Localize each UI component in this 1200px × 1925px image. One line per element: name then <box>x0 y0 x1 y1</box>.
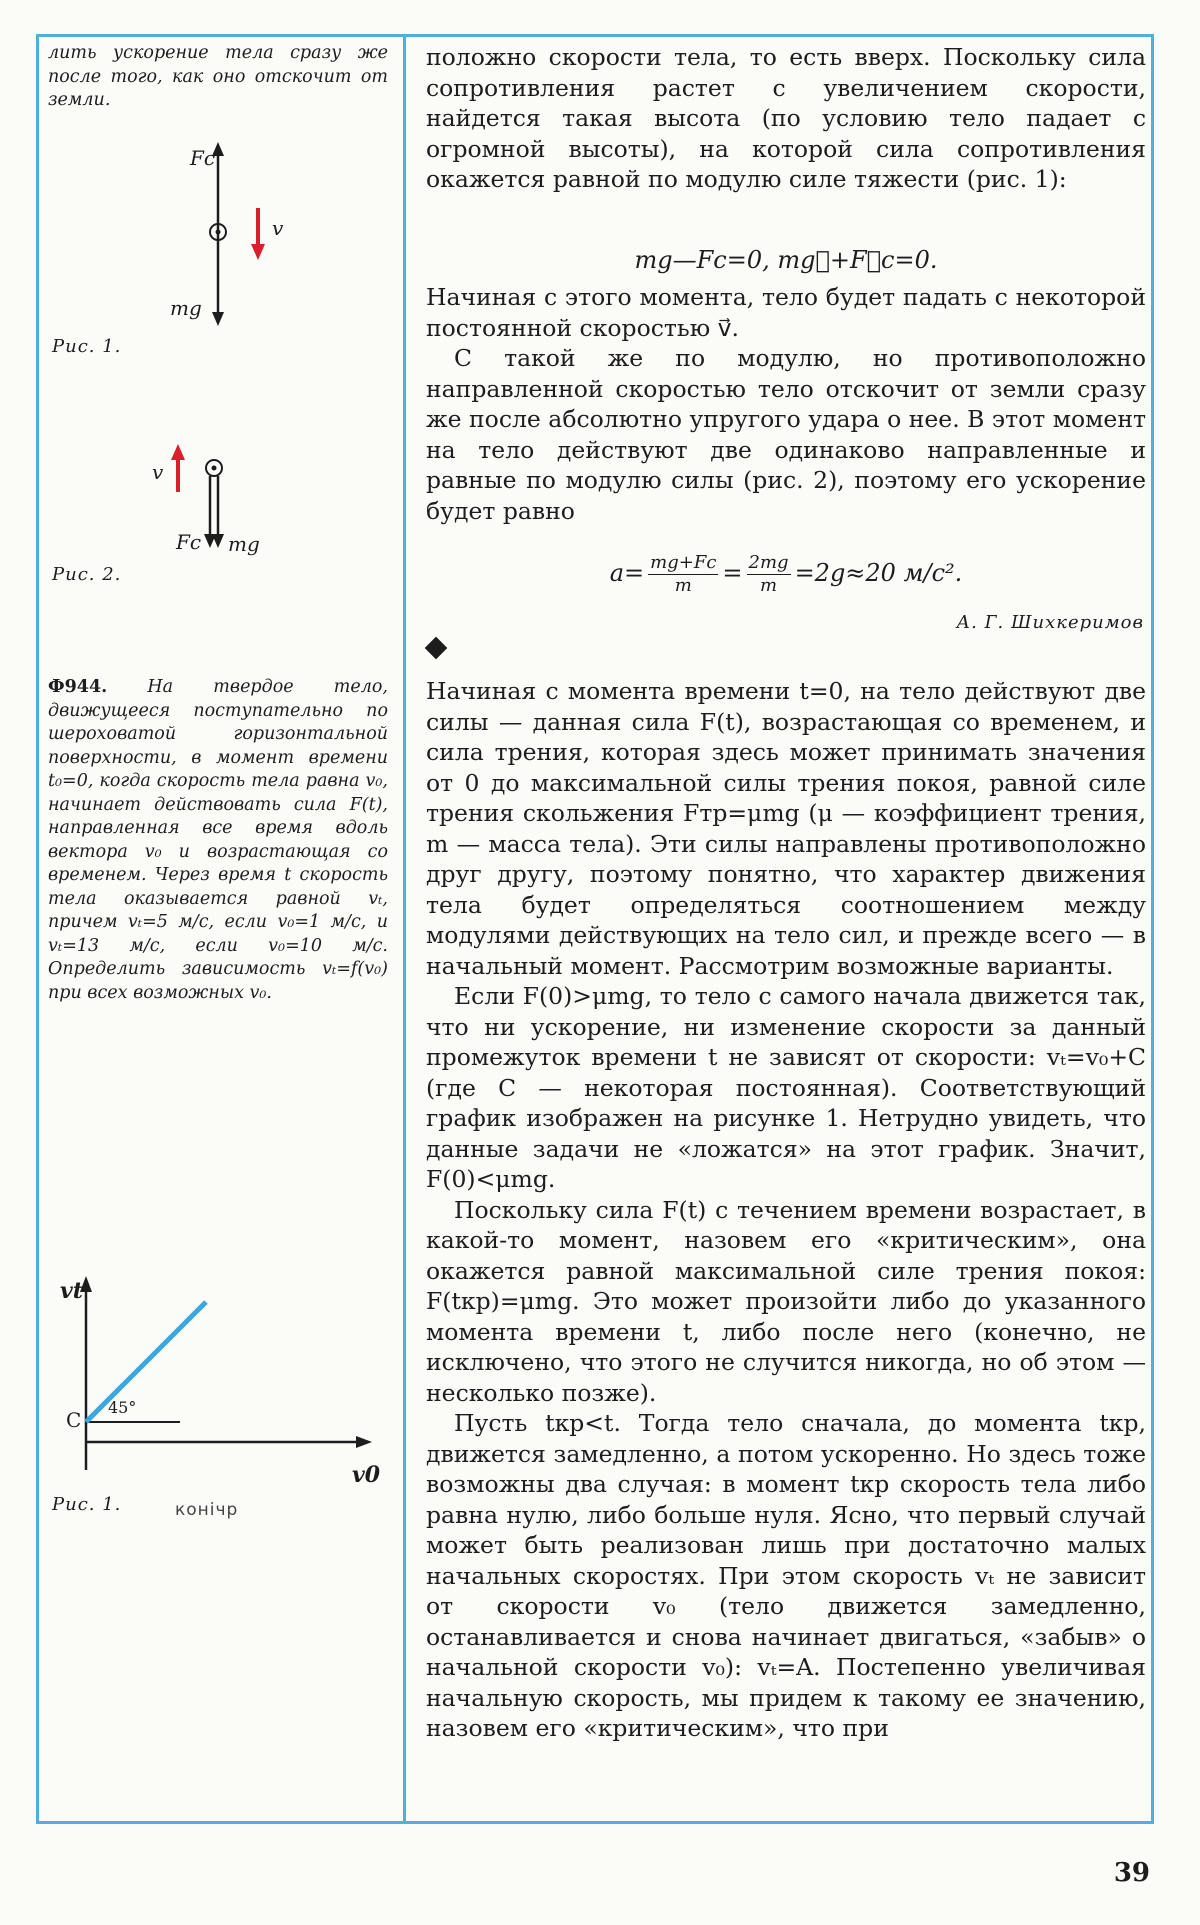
body-center <box>212 466 217 471</box>
paragraph-4: Начиная с момента времени t=0, на тело действуют две силы — данная сила F(t), возрастающая со временем, и сила трения, которая здесь может принимать значения от 0 до максимальной силы трения покоя, равной силе трения скольжения Fтр=μmg (μ — коэффициент трения, m — масса тела). Эти силы направлены противоположно друг другу, поэтому понятно, что характер движения тела будет определяться соотношением между модулями действующих на тело сил, и прежде всего — в начальный момент. Рассмотрим возможные варианты. <box>426 677 1146 980</box>
paragraph-5: Если F(0)>μmg, то тело с самого начала движется так, что ни ускорение, ни изменение скорости за данный промежуток времени t не зависят от скорости: vₜ=v₀+C (где C — некоторая постоянная). Соответствующий график изображен на рисунке 1. Нетрудно увидеть, что данные задачи не «ложатся» на этот график. Значит, F(0)<μmg. <box>426 982 1146 1193</box>
fig1-label-mg: mg <box>170 296 202 320</box>
author-signature: А. Г. Шихкеримов <box>956 612 1144 633</box>
main-column-top <box>426 42 1146 195</box>
main-column-mid <box>426 282 1146 526</box>
velocity-arrowhead <box>171 444 185 460</box>
fig3-c-label: C <box>66 1408 82 1432</box>
main-column-solution <box>426 676 1146 1744</box>
fig1-label-fc: Fc <box>190 146 216 170</box>
mg-arrowhead <box>212 312 224 326</box>
x-axis-arrowhead <box>356 1436 372 1448</box>
eq2-lhs: a= <box>609 559 645 587</box>
handwritten-note: конічр <box>175 1500 239 1520</box>
fig2-caption: Рис. 2. <box>52 564 122 585</box>
eq2-frac1-den: m <box>674 575 692 596</box>
body-center <box>216 230 221 235</box>
eq2-frac1-num: mg+Fс <box>650 552 717 573</box>
eq2-fraction-1 <box>648 552 718 597</box>
fig3-caption: Рис. 1. <box>52 1494 122 1515</box>
vt-line <box>86 1302 206 1422</box>
figure-2-forces <box>140 440 300 560</box>
sidebar-intro-text: лить ускорение тела сразу же после того, как оно отскочит от земли. <box>48 43 388 110</box>
equation-2 <box>426 552 1146 597</box>
problem-statement <box>48 676 388 1005</box>
eq2-frac2-num: 2mg <box>748 552 789 573</box>
page-number: 39 <box>1113 1858 1150 1888</box>
eq2-fraction-2 <box>747 552 791 597</box>
fig3-x-label: v0 <box>352 1462 381 1488</box>
fig3-angle-label: 45° <box>108 1398 137 1417</box>
paragraph-7: Пусть tкр<t. Тогда тело сначала, до момента tкр, движется замедленно, а потом ускоренно. Но здесь тоже возможны два случая: в момент tкр скорость тела либо равна нулю, либо больше нуля. Ясно, что первый случай может быть реализован лишь при достаточно малых начальных скоростях. При этом скорость vₜ не зависит от скорости v₀ (тело движется замедленно, останавливается и снова начинает двигаться, «забыв» о начальной скорости v₀): vₜ=A. Постепенно увеличивая начальную скорость, мы придем к такому ее значению, назовем его «критическим», что при <box>426 1409 1146 1742</box>
paragraph-2: Начиная с этого момента, тело будет падать с некоторой постоянной скоростью v⃗. <box>426 283 1146 342</box>
paragraph-1: положно скорости тела, то есть вверх. Поскольку сила сопротивления растет с увеличением скорости, найдется такая высота (по условию тело падает с огромной высоты), на которой сила сопротивления окажется равной по модулю силе тяжести (рис. 1): <box>426 43 1146 193</box>
paragraph-3: С такой же по модулю, но противоположно направленной скоростью тело отскочит от земли сразу же после абсолютно упругого удара о нее. В этот момент на тело действуют две одинаково направленные и равные по модулю силы (рис. 2), поэтому его ускорение будет равно <box>426 344 1146 525</box>
fig3-y-label: vt <box>60 1278 83 1304</box>
problem-text: На твердое тело, движущееся поступательно по шероховатой горизонтальной поверхности, в момент времени t₀=0, когда скорость тела равна v₀, начинает действовать сила F(t), направленная все время вдоль вектора v₀ и возрастающая со временем. Через время t скорость тела оказывается равной vₜ, причем vₜ=5 м/с, если v₀=1 м/с, и vₜ=13 м/с, если v₀=10 м/с. Определить зависимость vₜ=f(v₀) при всех возможных v₀. <box>48 677 388 1003</box>
mg-arrowhead <box>212 534 224 548</box>
fig2-label-fc: Fc <box>176 530 202 554</box>
fig1-label-v: v <box>272 216 284 240</box>
eq2-frac2-den: m <box>760 575 778 596</box>
fig2-label-mg: mg <box>228 532 260 556</box>
paragraph-6: Поскольку сила F(t) с течением времени возрастает, в какой-то момент, назовем его «критическим», она окажется равной максимальной силе трения покоя: F(tкр)=μmg. Это может произойти либо до указанного момента времени t, либо после него (конечно, не исключено, что этого не случится никогда, но об этом — несколько позже). <box>426 1195 1146 1407</box>
eq2-rhs: =2g≈20 м/с². <box>794 559 963 587</box>
fig1-caption: Рис. 1. <box>52 336 122 357</box>
fig2-label-v: v <box>152 460 164 484</box>
velocity-arrowhead <box>251 244 265 260</box>
problem-number: Ф944. <box>48 677 108 697</box>
eq2-mid: = <box>722 559 743 587</box>
figure-3-graph <box>60 1270 390 1490</box>
equation-1: mg—Fс=0, mg⃗+F⃗с=0. <box>634 246 938 274</box>
column-divider <box>403 34 406 1824</box>
